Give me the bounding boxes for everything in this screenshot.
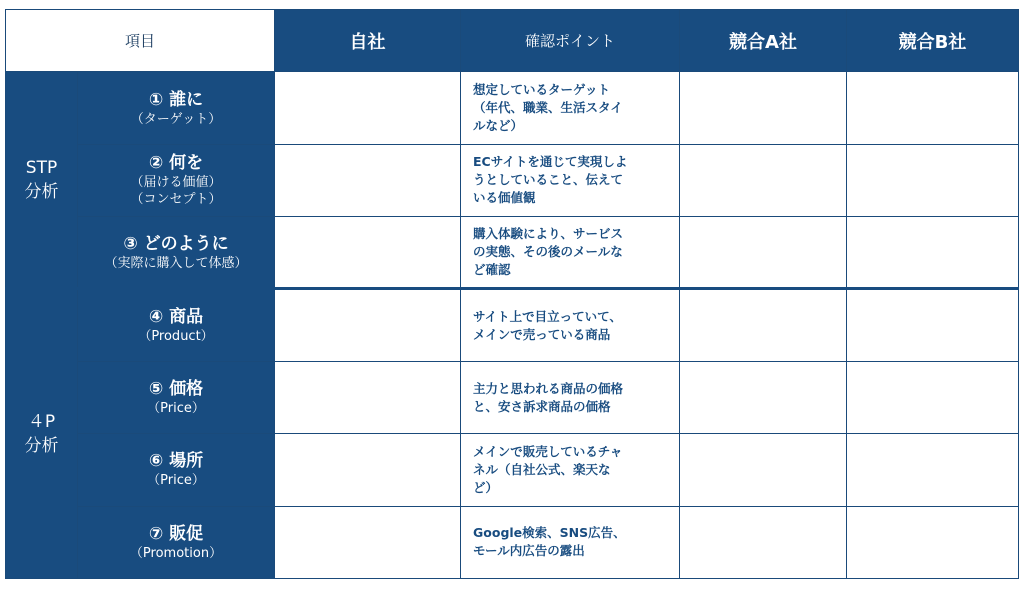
check-point-cell (461, 506, 680, 578)
row-label (78, 434, 275, 506)
check-point-cell (461, 217, 680, 289)
own-cell[interactable] (275, 434, 461, 506)
point-line: ルなど） (473, 118, 524, 134)
own-cell[interactable] (275, 72, 461, 144)
point-line: ネル（自社公式、楽天な (473, 461, 611, 477)
competitor-a-cell[interactable] (680, 506, 847, 578)
point-line: ECサイトを通じて実現しよ (473, 154, 628, 170)
table-row (6, 361, 1019, 433)
row-subtitle: （Price） (147, 473, 205, 489)
point-line: Google検索、SNS広告、 (473, 525, 626, 541)
point-line: 購入体験により、サービス (473, 226, 624, 242)
row-subtitle: （Price） (147, 401, 205, 417)
own-cell[interactable] (275, 144, 461, 216)
competitor-b-cell[interactable] (847, 361, 1019, 433)
point-line: ど） (473, 479, 499, 495)
competitor-b-cell[interactable] (847, 72, 1019, 144)
header-item: 項目 (6, 10, 275, 72)
group-label-line: ４P (27, 412, 56, 433)
row-title: ⑥ 場所 (148, 451, 204, 472)
point-line: メインで販売しているチャ (473, 443, 623, 459)
row-title: ① 誰に (148, 89, 204, 110)
row-label (78, 144, 275, 216)
point-line: メインで売っている商品 (473, 326, 611, 342)
point-line: いる価値観 (473, 190, 536, 206)
competitor-a-cell[interactable] (680, 361, 847, 433)
group-label-line: STP (25, 157, 58, 178)
table-row (6, 72, 1019, 144)
check-point-cell (461, 289, 680, 361)
header-row (6, 10, 1019, 72)
header-competitor-b: 競合B社 (847, 10, 1019, 72)
row-subtitle: （Product） (138, 329, 214, 345)
point-line: ど確認 (473, 262, 511, 278)
check-point-cell (461, 361, 680, 433)
comparison-table (5, 9, 1019, 579)
own-cell[interactable] (275, 217, 461, 289)
competitor-a-cell[interactable] (680, 434, 847, 506)
check-point-cell (461, 434, 680, 506)
row-title: ④ 商品 (148, 307, 204, 328)
own-cell[interactable] (275, 289, 461, 361)
point-line: モール内広告の露出 (473, 543, 585, 559)
own-cell[interactable] (275, 506, 461, 578)
competitor-b-cell[interactable] (847, 144, 1019, 216)
own-cell[interactable] (275, 361, 461, 433)
competitor-b-cell[interactable] (847, 434, 1019, 506)
competitor-b-cell[interactable] (847, 217, 1019, 289)
point-line: （年代、職業、生活スタイ (473, 100, 623, 116)
row-label (78, 361, 275, 433)
row-subtitle: （Promotion） (129, 545, 223, 561)
point-line: 主力と思われる商品の価格 (473, 380, 624, 396)
group-label-line: 分析 (24, 436, 59, 457)
row-title: ⑤ 価格 (148, 379, 204, 400)
row-title: ③ どのように (123, 233, 229, 254)
point-line: サイト上で目立っていて、 (473, 308, 622, 324)
check-point-cell (461, 72, 680, 144)
row-label (78, 72, 275, 144)
table-row (6, 217, 1019, 289)
row-title: ② 何を (148, 153, 204, 174)
header-own-company: 自社 (275, 10, 461, 72)
row-subtitle: （コンセプト） (130, 192, 222, 208)
competitor-a-cell[interactable] (680, 144, 847, 216)
row-label (78, 506, 275, 578)
check-point-cell (461, 144, 680, 216)
group-label-stp (6, 72, 78, 289)
header-check-points: 確認ポイント (461, 10, 680, 72)
point-line: うとしていること、伝えて (473, 172, 624, 188)
header-competitor-a: 競合A社 (680, 10, 847, 72)
row-subtitle: （ターゲット） (130, 111, 222, 127)
table-row (6, 289, 1019, 361)
point-line: の実態、その後のメールな (473, 244, 623, 260)
competitor-a-cell[interactable] (680, 289, 847, 361)
row-title: ⑦ 販促 (148, 523, 204, 544)
table-row (6, 434, 1019, 506)
row-label (78, 217, 275, 289)
row-subtitle: （実際に購入して体感） (104, 255, 248, 271)
competitor-a-cell[interactable] (680, 217, 847, 289)
row-label (78, 289, 275, 361)
row-subtitle: （届ける価値） (130, 175, 222, 191)
point-line: 想定しているターゲット (473, 82, 611, 98)
point-line: と、安さ訴求商品の価格 (473, 398, 611, 414)
group-label-line: 分析 (24, 181, 59, 202)
table-row (6, 144, 1019, 216)
competitor-b-cell[interactable] (847, 289, 1019, 361)
competitor-a-cell[interactable] (680, 72, 847, 144)
table-row (6, 506, 1019, 578)
competitor-b-cell[interactable] (847, 506, 1019, 578)
group-label-4p (6, 289, 78, 579)
